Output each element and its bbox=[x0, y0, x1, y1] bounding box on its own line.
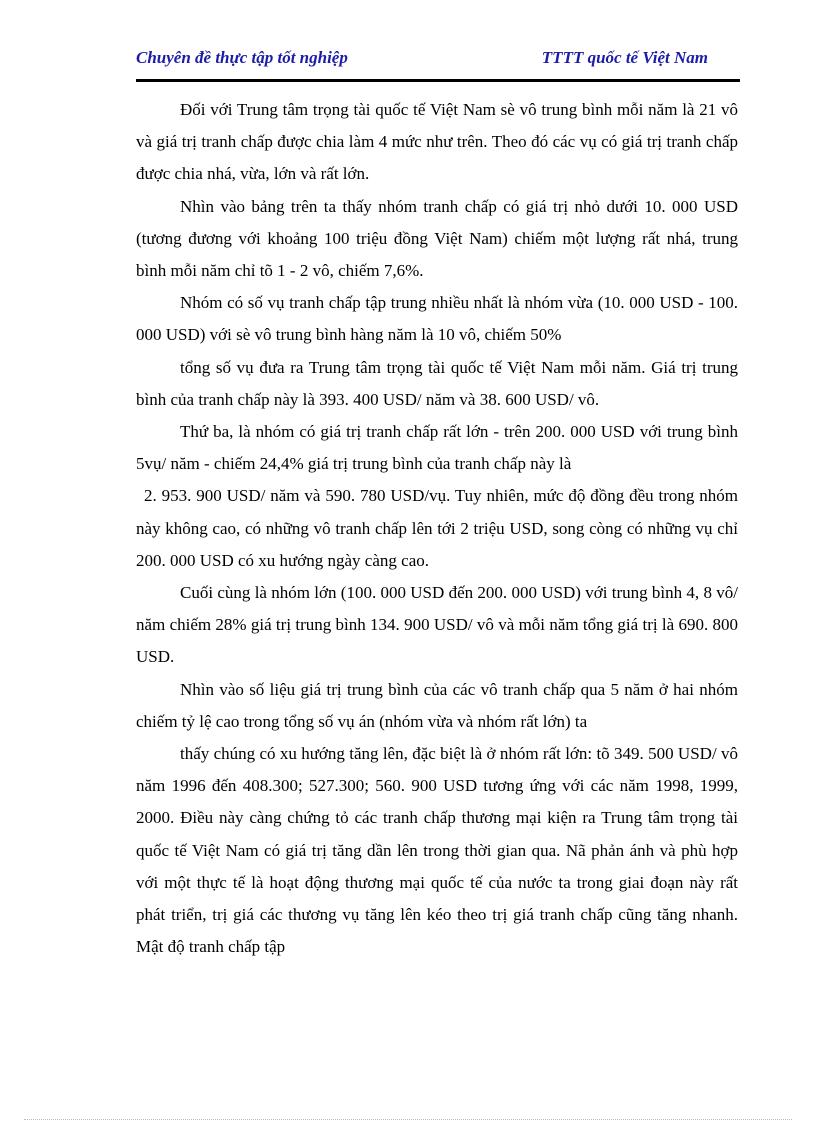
footer-dotted-line bbox=[24, 1119, 792, 1120]
paragraph: Thứ ba, là nhóm có giá trị tranh chấp rất lớn - trên 200. 000 USD với trung bình 5vụ/ năm - chiếm 24,4% giá trị trung bình của tranh chấp này là bbox=[136, 422, 738, 474]
paragraph: Nhóm có số vụ tranh chấp tập trung nhiều nhất là nhóm vừa (10. 000 USD - 100. 000 USD) với sè vô trung bình hàng năm là 10 vô, chiếm 50% bbox=[136, 293, 738, 345]
paragraph: Cuối cùng là nhóm lớn (100. 000 USD đến 200. 000 USD) với trung bình 4, 8 vô/ năm chiếm 28% giá trị trung bình 134. 900 USD/ vô và mỗi năm tổng giá trị là 690. 800 USD. bbox=[136, 583, 738, 667]
paragraph: 2. 953. 900 USD/ năm và 590. 780 USD/vụ. Tuy nhiên, mức độ đồng đều trong nhóm này không cao, có những vô tranh chấp lên tới 2 triệu USD, song còng có những vụ chỉ 200. 000 USD có xu hướng ngày càng cao. bbox=[136, 486, 738, 570]
header-right-title: TTTT quốc tế Việt Nam bbox=[541, 48, 708, 67]
paragraph: Nhìn vào số liệu giá trị trung bình của các vô tranh chấp qua 5 năm ở hai nhóm chiếm tỷ lệ cao trong tổng số vụ án (nhóm vừa và nhóm rất lớn) ta bbox=[136, 679, 738, 731]
document-body bbox=[136, 94, 738, 963]
paragraph: Đối với Trung tâm trọng tài quốc tế Việt Nam sè vô trung bình mỗi năm là 21 vô và giá trị tranh chấp được chia làm 4 mức như trên. Theo đó các vụ có giá trị tranh chấp được chia nhá, vừa, lớn và rất lớn. bbox=[136, 100, 738, 184]
header-left-title: Chuyên đề thực tập tốt nghiệp bbox=[136, 48, 348, 67]
header-divider bbox=[136, 79, 740, 82]
paragraph: Nhìn vào bảng trên ta thấy nhóm tranh chấp có giá trị nhỏ dưới 10. 000 USD (tương đương với khoảng 100 triệu đồng Việt Nam) chiếm một lượng rất nhá, trung bình mỗi năm chỉ tõ 1 - 2 vô, chiếm 7,6%. bbox=[136, 196, 738, 281]
page-header bbox=[136, 48, 740, 72]
paragraph: tổng số vụ đưa ra Trung tâm trọng tài quốc tế Việt Nam mỗi năm. Giá trị trung bình của tranh chấp này là 393. 400 USD/ năm và 38. 600 USD/ vô. bbox=[136, 357, 738, 409]
paragraph: thấy chúng có xu hướng tăng lên, đặc biệt là ở nhóm rất lớn: tõ 349. 500 USD/ vô năm 1996 đến 408.300; 527.300; 560. 900 USD tương ứng với các năm 1998, 1999, 2000. Điều này càng chứng tỏ các tranh chấp thương mại kiện ra Trung tâm trọng tài quốc tế Việt Nam có giá trị tăng dần lên trong thời gian qua. Nã phản ánh và phù hợp với một thực tế là hoạt động thương mại quốc tế của nước ta trong giai đoạn này rất phát triển, trị giá các thương vụ tăng lên kéo theo trị giá tranh chấp cũng tăng nhanh. Mật độ tranh chấp tập bbox=[136, 744, 738, 957]
